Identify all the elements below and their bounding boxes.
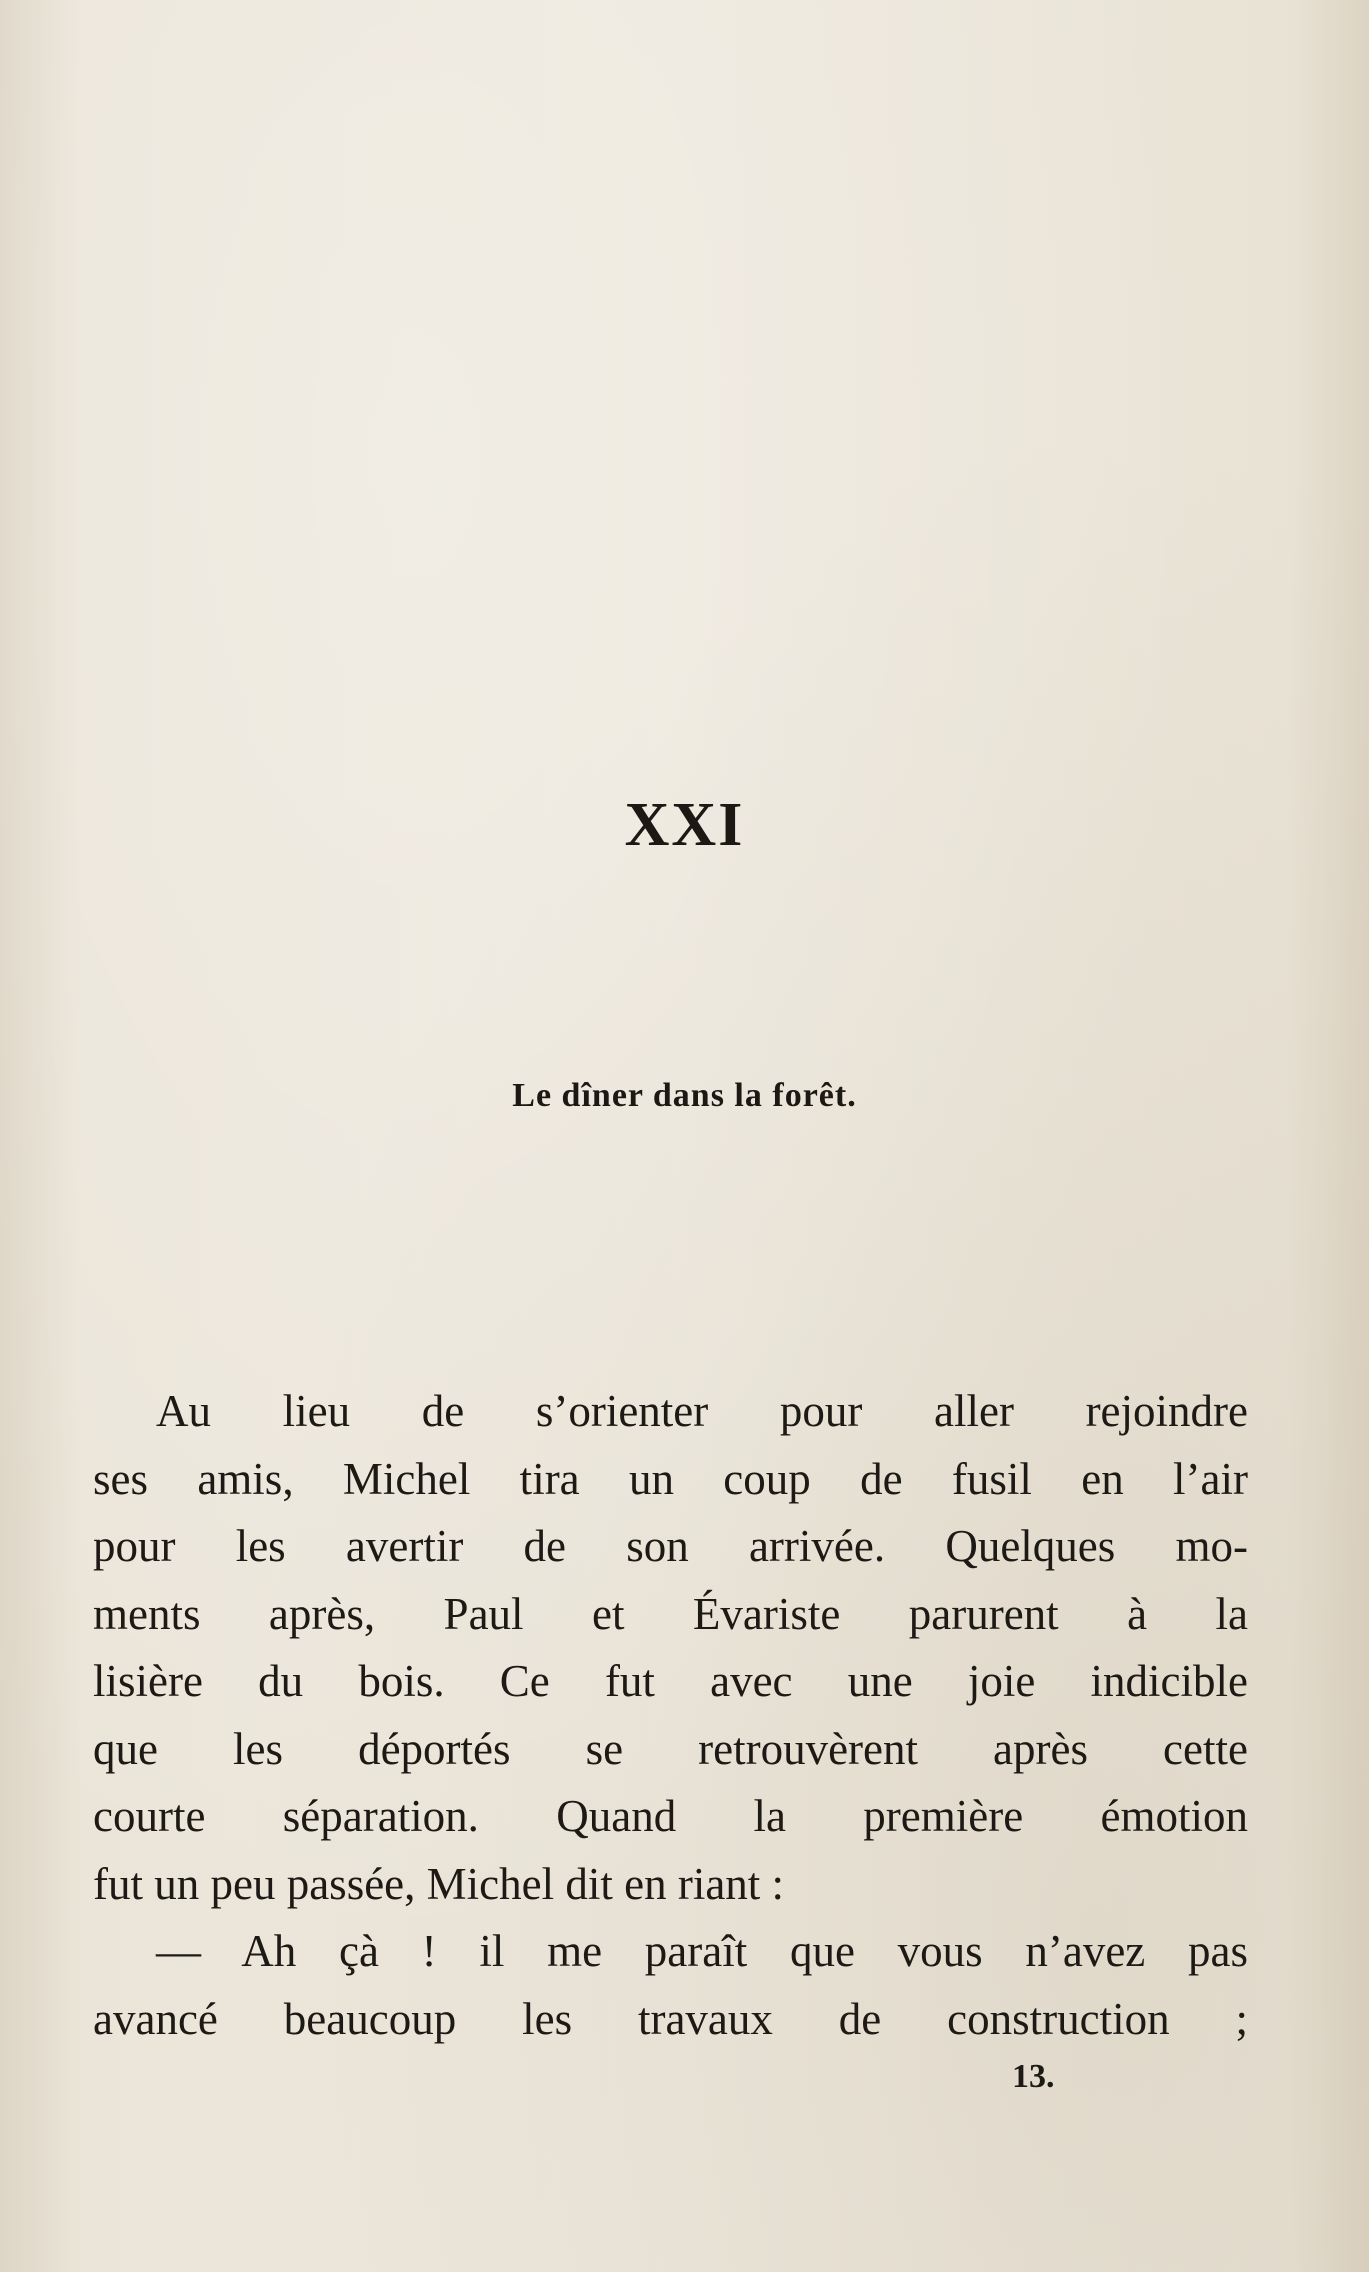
paragraph-line: pour les avertir de son arrivée. Quelques mo- — [93, 1521, 1248, 1571]
bleed-through-text — [95, 70, 1275, 614]
paragraph-line: ments après, Paul et Évariste parurent à la — [93, 1588, 1248, 1639]
chapter-title: Le dîner dans la forêt. — [512, 1077, 857, 1114]
signature-mark: 13. — [1012, 2058, 1055, 2095]
paragraph-line: lisière du bois. Ce fut avec une joie indicible — [93, 1656, 1248, 1706]
body-text — [93, 1378, 1248, 2053]
paragraph-line: ses amis, Michel tira un coup de fusil en l’air — [93, 1453, 1248, 1504]
paragraph-line: fut un peu passée, Michel dit en riant : — [93, 1858, 785, 1909]
paragraph-line: courte séparation. Quand la première émotion — [93, 1791, 1248, 1841]
dialogue-line: — Ah çà ! il me paraît que vous n’avez pas — [156, 1926, 1248, 1976]
paragraph-line: Au lieu de s’orienter pour aller rejoindre — [156, 1386, 1248, 1436]
paragraph-line: que les déportés se retrouvèrent après cette — [93, 1723, 1248, 1774]
dialogue-line: avancé beaucoup les travaux de construction ; — [93, 1993, 1248, 2044]
chapter-number: XXI — [624, 791, 745, 859]
